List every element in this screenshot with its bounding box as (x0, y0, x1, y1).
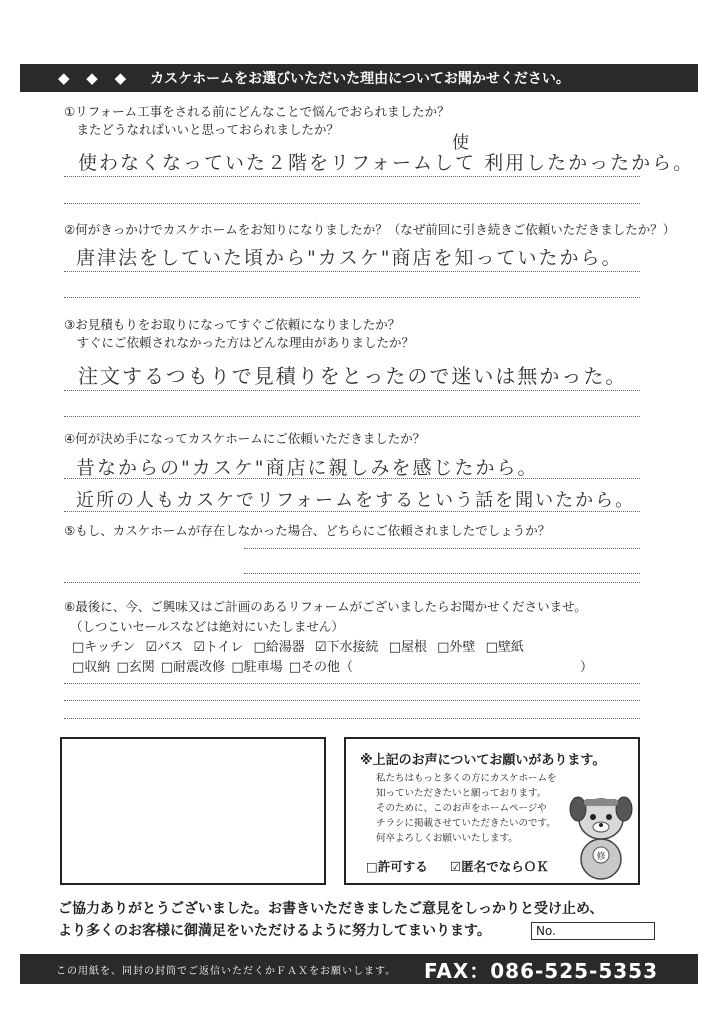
q1-text-line1: ①リフォーム工事をされる前にどんなことで悩んでおられましたか？ (64, 104, 450, 119)
q6-line-2 (64, 700, 640, 701)
consent-line: 私たちはもっと多くの方にカスケホームを (376, 773, 557, 784)
q6-options-row2 (72, 659, 592, 677)
q2-line-1 (64, 271, 640, 272)
consent-line: 何卒よろしくお願いいたします。 (376, 833, 518, 844)
consent-box (344, 737, 640, 885)
q3-answer: 注文するつもりで見積りをとったので迷いは無かった。 (78, 364, 628, 388)
q4-line-2 (64, 511, 640, 512)
option-roof[interactable]: □屋根 (388, 640, 427, 655)
thanks-line-2: より多くのお客様に御満足をいただけるように努力してまいります。 (58, 923, 491, 939)
q6-line-3 (64, 718, 640, 719)
mascot-badge-char: 修 (596, 852, 606, 862)
q1-text-line2: またどうなればいいと思っておられましたか？ (64, 122, 340, 137)
consent-title: ※上記のお声についてお願いがあります。 (360, 753, 606, 768)
return-note: この用紙を、同封の封筒でご返信いただくかＦＡＸをお願いします。 (56, 965, 397, 977)
number-field[interactable] (531, 922, 655, 940)
q2-text-line1: ②何がきっかけでカスケホームをお知りになりましたか？（なぜ前回に引き続きご依頼いただきましたか？） (64, 222, 676, 237)
option-water-heater[interactable]: □給湯器 (253, 640, 305, 655)
q1-line-1 (64, 176, 640, 177)
q3-text-line1: ③お見積もりをお取りになってすぐご依頼になりましたか？ (64, 317, 401, 332)
consent-body (376, 771, 557, 846)
consent-anonymous[interactable]: ☑匿名でならＯＫ (450, 859, 549, 874)
consent-line: チラシに掲載させていただきたいのです。 (376, 818, 556, 829)
consent-line: そのために、このお声をホームページや (376, 803, 547, 814)
mascot-dog-icon (568, 789, 634, 881)
option-kitchen[interactable]: □キッチン (72, 640, 136, 655)
consent-permit[interactable]: □許可する (366, 859, 428, 874)
option-seismic[interactable]: □耐震改修 (160, 660, 226, 675)
form-title: カスケホームをお選びいただいた理由についてお聞かせください。 (150, 71, 570, 87)
option-exterior-wall[interactable]: □外壁 (437, 640, 476, 655)
q1-answer: 使わなくなっていた２階をリフォームして 利用したかったから。 (78, 152, 695, 174)
q1-line-2 (64, 203, 640, 204)
q5-line-2 (244, 573, 640, 574)
q3-line-2 (64, 416, 640, 417)
option-sewer[interactable]: ☑下水接続 (314, 640, 379, 655)
q6-text-line1: ⑥最後に、今、ご興味又はご計画のあるリフォームがございましたらお聞かせくださいませ。 (64, 599, 587, 614)
q4-answer-2: 近所の人もカスケでリフォームをするという話を聞いたから。 (76, 490, 636, 511)
q4-text-line1: ④何が決め手になってカスケホームにご依頼いただきましたか？ (64, 431, 426, 446)
q4-answer-1: 昔なからの"カスケ"商店に親しみを感じたから。 (76, 457, 539, 479)
bottom-bar (20, 954, 698, 984)
q1-correction: 使 (452, 133, 471, 153)
comment-box[interactable] (60, 737, 326, 885)
thanks-line-1: ご協力ありがとうございました。お書きいただきましたご意見をしっかりと受け止め、 (58, 901, 604, 917)
option-other[interactable]: □その他（ (288, 660, 354, 675)
option-storage[interactable]: □収納 (72, 660, 111, 675)
header-bar (20, 64, 698, 92)
consent-line: 知っていただきたいと願っております。 (376, 788, 547, 799)
fax-number: FAX：086-525-5353 (423, 958, 658, 983)
q3-text-line2: すぐにご依頼されなかった方はどんな理由がありましたか？ (64, 335, 415, 350)
option-parking[interactable]: □駐車場 (231, 660, 283, 675)
q5-line-3 (64, 582, 640, 583)
q5-text-line1: ⑤もし、カスケホームが存在しなかった場合、どちらにご依頼されましたでしょうか？ (64, 523, 551, 538)
diamond-icons: ◆ ◆ ◆ (58, 69, 133, 87)
q2-line-2 (64, 297, 640, 298)
number-label: No. (536, 924, 556, 938)
q5-line-1 (244, 548, 640, 549)
q2-answer: 唐津法をしていた頃から"カスケ"商店を知っていたから。 (76, 247, 623, 269)
option-bath[interactable]: ☑バス (145, 640, 184, 655)
q3-line-1 (64, 390, 640, 391)
option-other-close: ） (580, 660, 594, 675)
q6-text-line2: （しつこいセールスなどは絶対にいたしません） (70, 619, 344, 634)
q6-options-row1 (72, 639, 526, 657)
q6-line-1 (64, 683, 640, 684)
option-entrance[interactable]: □玄関 (116, 660, 155, 675)
option-toilet[interactable]: ☑トイレ (193, 640, 244, 655)
option-wallpaper[interactable]: □壁紙 (485, 640, 524, 655)
q4-line-1 (64, 478, 640, 479)
